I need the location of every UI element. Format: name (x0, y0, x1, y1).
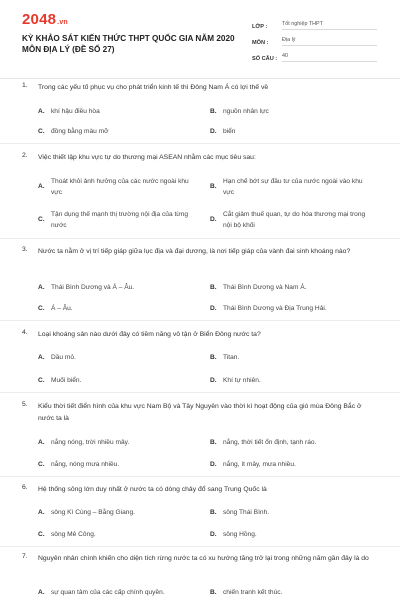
question-text: Nước ta nằm ở vị trí tiếp giáp giữa lục địa và đại dương, là nơi tiếp giáp của vành đai sinh khoáng nào? (38, 248, 351, 255)
exam-header (0, 0, 400, 78)
option-letter: D. (210, 305, 217, 312)
meta-row-class (252, 14, 377, 30)
meta-row-count (252, 46, 377, 62)
question-divider (0, 320, 400, 321)
option-letter: B. (210, 108, 217, 115)
option-text: nắng, nóng mưa nhiều. (51, 461, 120, 468)
meta-label: LỚP : (252, 24, 268, 30)
option-letter: A. (38, 284, 45, 291)
question-number: 7. (22, 553, 28, 560)
option-text: nắng nóng, trời nhiều mây. (51, 439, 130, 446)
option-letter: C. (38, 377, 45, 384)
meta-value: 40 (282, 53, 377, 62)
meta-row-subject (252, 30, 377, 46)
option-letter: D. (210, 128, 217, 135)
meta-label: MÔN : (252, 40, 269, 46)
option-text: Thoát khỏi ảnh hưởng của các nước ngoài khu vực (51, 178, 189, 196)
option-text: sông Hồng. (223, 531, 257, 538)
option-text: sông Thái Bình. (223, 509, 270, 516)
option-text: chiến tranh kết thúc. (223, 589, 283, 596)
question-text: Kiểu thời tiết điển hình của khu vực Nam Bộ và Tây Nguyên vào thời kì hoạt động của gió mùa Đông Bắc ở nước ta là (38, 403, 362, 422)
option-letter: B. (210, 354, 217, 361)
question-text: Trong các yếu tố phục vụ cho phát triển kinh tế thì Đông Nam Á có lợi thế về (38, 84, 269, 91)
option-letter: C. (38, 531, 45, 538)
option-letter: D. (210, 461, 217, 468)
option-text: Thái Bình Dương và Á – Âu. (51, 284, 135, 291)
question-number: 5. (22, 401, 28, 408)
option-text: Muối biển. (51, 377, 82, 384)
option-text: Dầu mỏ. (51, 354, 76, 361)
question-divider (0, 546, 400, 547)
option-letter: D. (210, 216, 217, 223)
question-divider (0, 143, 400, 144)
option-letter: D. (210, 377, 217, 384)
option-letter: A. (38, 354, 45, 361)
option-text: sự quan tâm của các cấp chính quyền. (51, 589, 165, 596)
option-text: đồng bằng màu mỡ (51, 128, 109, 135)
option-letter: C. (38, 305, 45, 312)
exam-title-line2: MÔN ĐỊA LÝ (ĐỀ SỐ 27) (22, 45, 115, 54)
option-text: Thái Bình Dương và Địa Trung Hải. (223, 305, 327, 312)
exam-title (22, 33, 247, 55)
option-text: Titan. (223, 354, 240, 361)
option-letter: B. (210, 589, 217, 596)
question-text: Nguyên nhân chính khiến cho diện tích rừng nước ta có xu hướng tăng trở lại trong những năm gần đây là do (38, 555, 369, 562)
option-text: biển (223, 128, 236, 135)
option-text: nắng, thời tiết ổn định, tạnh ráo. (223, 439, 317, 446)
question-text: Loại khoáng sản nào dưới đây có tiềm năng vô tận ở Biển Đông nước ta? (38, 331, 261, 338)
option-text: nguồn nhân lực (223, 108, 269, 115)
logo-main: 2048 (22, 11, 57, 28)
option-letter: A. (38, 108, 45, 115)
option-letter: A. (38, 183, 45, 190)
option-letter: C. (38, 216, 45, 223)
option-text: Tận dụng thế mạnh thị trường nội địa của từng nước (51, 211, 189, 229)
question-number: 1. (22, 82, 28, 89)
option-text: Á – Âu. (51, 305, 73, 312)
option-text: Hạn chế bớt sự đầu tư của nước ngoài vào khu vực (223, 178, 363, 196)
option-text: Cắt giảm thuế quan, tự do hóa thương mại trong nội bộ khối (223, 211, 366, 229)
option-letter: C. (38, 128, 45, 135)
option-text: Khí tự nhiên. (223, 377, 261, 384)
question-number: 2. (22, 152, 28, 159)
option-letter: B. (210, 183, 217, 190)
option-letter: B. (210, 439, 217, 446)
option-text: sông Kì Cùng – Bằng Giang. (51, 509, 135, 516)
option-letter: C. (38, 461, 45, 468)
meta-value: Tốt nghiệp THPT (282, 21, 377, 30)
option-letter: A. (38, 589, 45, 596)
option-letter: B. (210, 509, 217, 516)
option-text: sông Mê Công. (51, 531, 96, 538)
meta-label: SỐ CÂU : (252, 56, 278, 62)
meta-value: Địa lý (282, 37, 377, 46)
header-divider (0, 78, 400, 79)
question-number: 6. (22, 484, 28, 491)
option-text: khí hậu điều hòa (51, 108, 100, 115)
option-text: Thái Bình Dương và Nam Á. (223, 284, 307, 291)
question-text: Việc thiết lập khu vực tự do thương mại ASEAN nhằm các mục tiêu sau: (38, 154, 256, 161)
question-divider (0, 476, 400, 477)
option-letter: D. (210, 531, 217, 538)
question-text: Hệ thống sông lớn duy nhất ở nước ta có dòng chảy đổ sang Trung Quốc là (38, 486, 267, 493)
option-text: nắng, ít mây, mưa nhiều. (223, 461, 296, 468)
question-divider (0, 392, 400, 393)
site-logo[interactable] (22, 11, 68, 28)
question-number: 4. (22, 329, 28, 336)
question-divider (0, 238, 400, 239)
option-letter: A. (38, 439, 45, 446)
exam-meta (252, 14, 377, 62)
exam-title-line1: KỲ KHẢO SÁT KIẾN THỨC THPT QUỐC GIA NĂM 2020 (22, 34, 235, 43)
option-letter: B. (210, 284, 217, 291)
question-number: 3. (22, 246, 28, 253)
logo-suffix: .vn (57, 19, 68, 26)
option-letter: A. (38, 509, 45, 516)
